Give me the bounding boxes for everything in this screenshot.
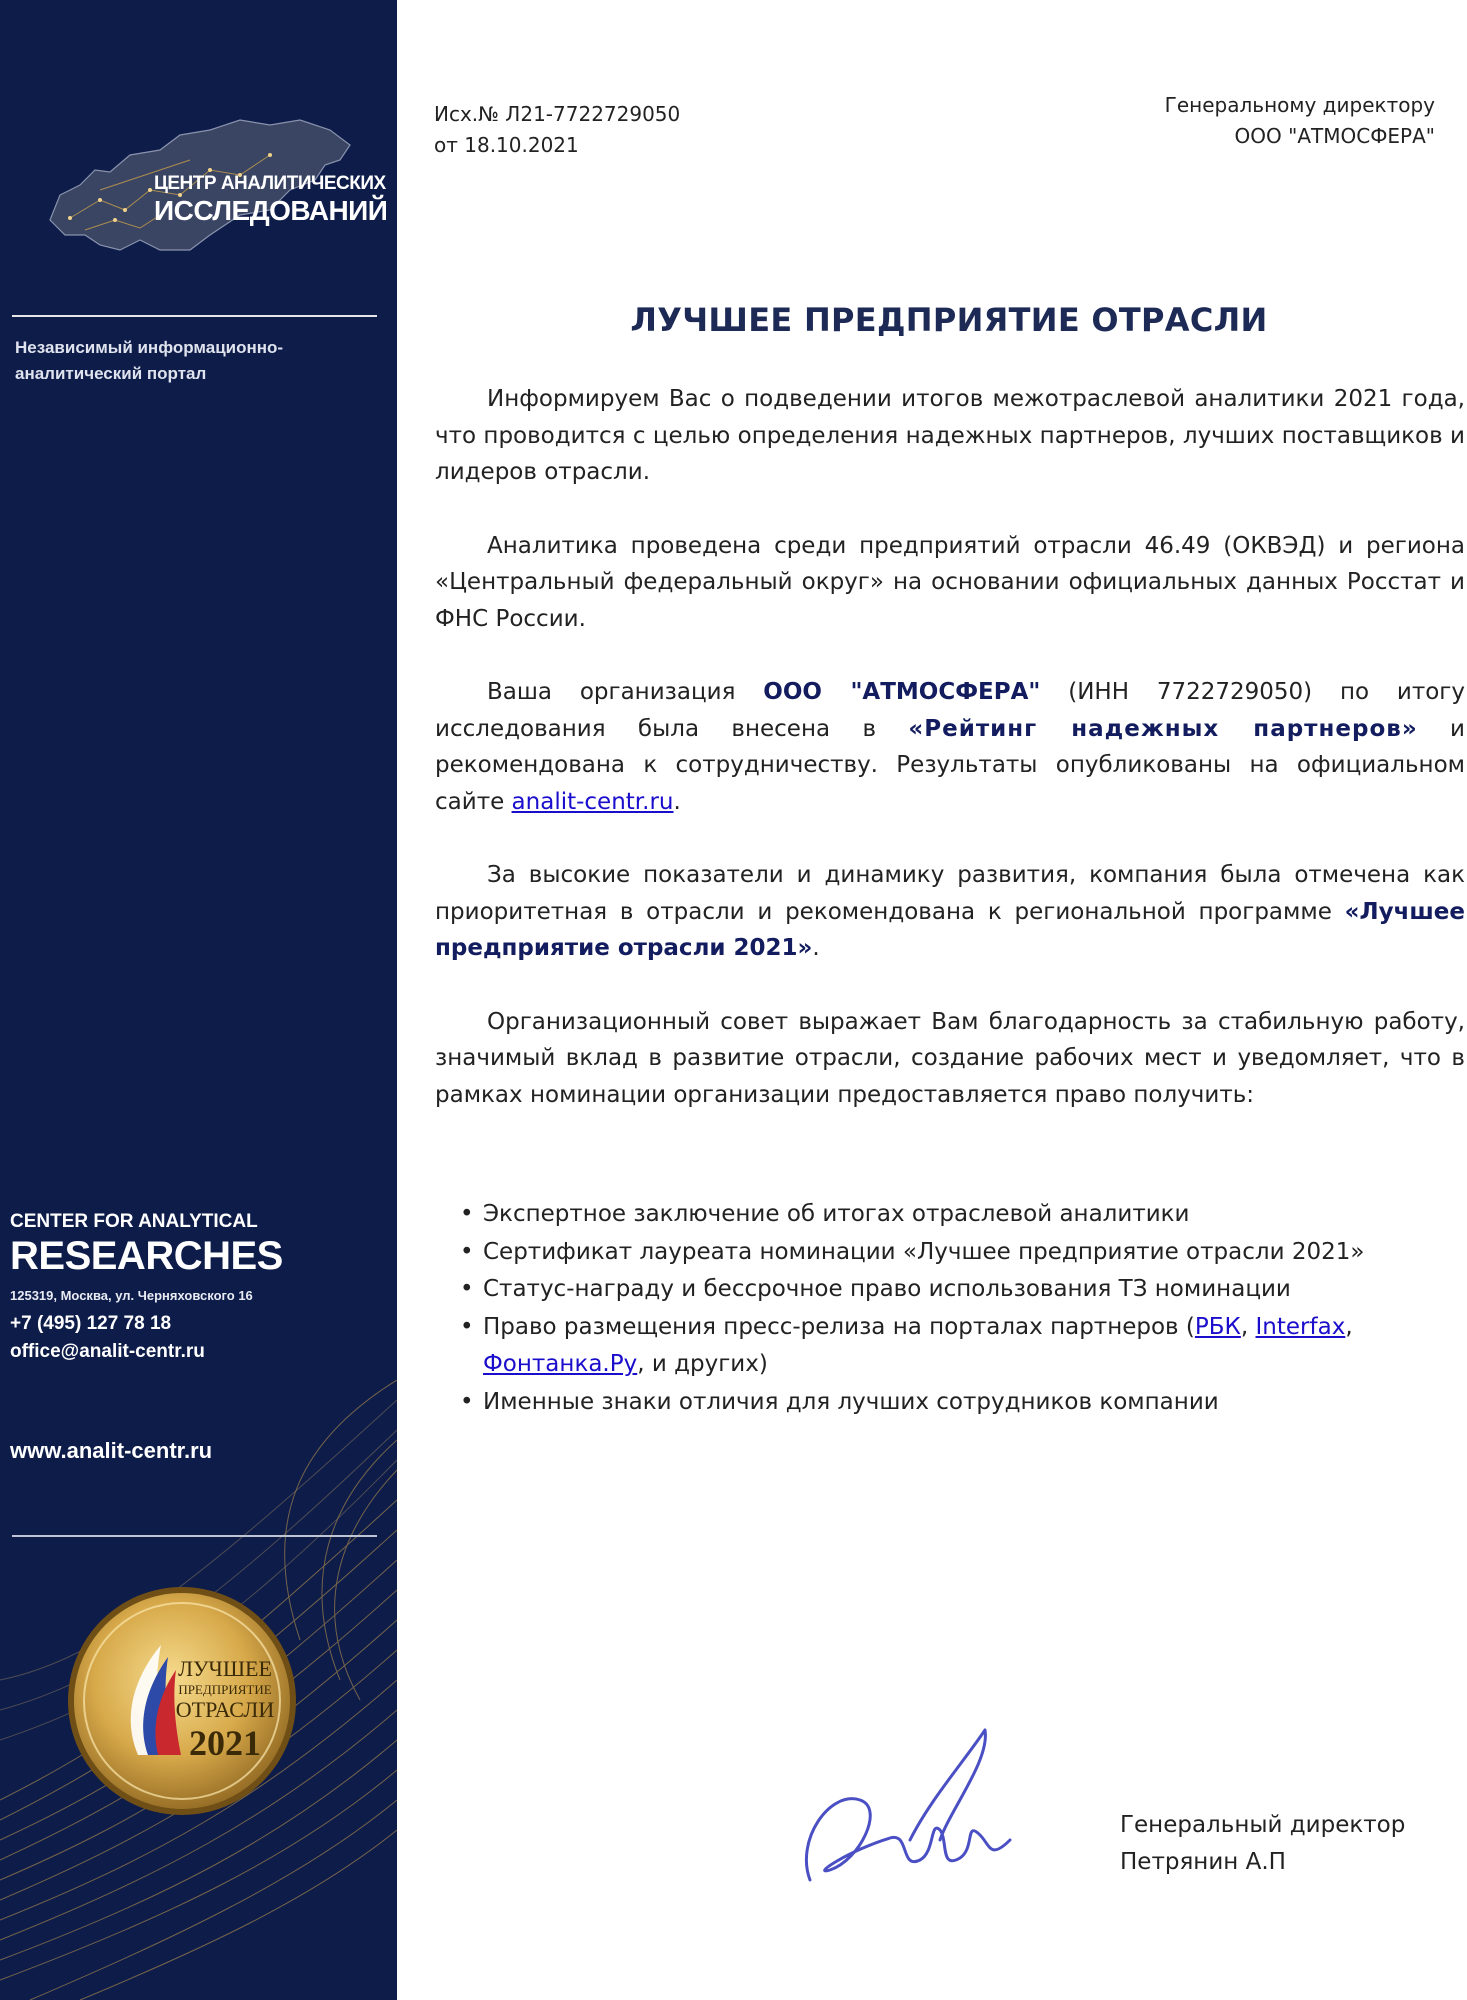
list-item-text: Экспертное заключение об итогах отраслевой аналитики: [483, 1201, 1190, 1227]
addressee-line-2: ООО "АТМОСФЕРА": [1234, 124, 1435, 148]
list-item-text-tail: , и других): [637, 1351, 768, 1377]
phone: +7 (495) 127 78 18: [10, 1313, 172, 1334]
org-name-en-line-1: CENTER FOR ANALYTICAL: [10, 1211, 258, 1232]
p4-text-a: За высокие показатели и динамику развития, компания была отмечена как приоритетная в отрасли и рекомендована к региональной программе: [435, 862, 1465, 925]
org-name-en-line-2: RESEARCHES: [10, 1234, 283, 1278]
address: 125319, Москва, ул. Черняховского 16: [10, 1288, 253, 1303]
separator: ,: [1240, 1313, 1256, 1340]
center-logo-text: [154, 174, 387, 225]
logo-line-1: ЦЕНТР АНАЛИТИЧЕСКИХ: [154, 173, 386, 194]
organization-name: ООО "АТМОСФЕРА": [763, 679, 1041, 705]
rbc-link[interactable]: РБК: [1194, 1313, 1241, 1340]
medal-text: [165, 1658, 285, 1761]
p3-text-c: и рекомендована к сотрудничеству. Результаты опубликованы на официальном сайте: [435, 715, 1466, 815]
p3-text-d: .: [673, 788, 681, 815]
interfax-link[interactable]: Interfax: [1255, 1313, 1346, 1340]
sidebar: [0, 0, 397, 2000]
sidebar-divider: [12, 315, 377, 317]
list-item: [445, 1271, 1465, 1309]
signer-position: Генеральный директор: [1120, 1812, 1406, 1838]
document-title: ЛУЧШЕЕ ПРЕДПРИЯТИЕ ОТРАСЛИ: [630, 301, 1268, 339]
paragraph-4: [435, 857, 1465, 967]
rating-name: «Рейтинг надежных партнеров»: [908, 715, 1418, 742]
list-item-text: Сертификат лауреата номинации «Лучшее предприятие отрасли 2021»: [483, 1238, 1365, 1265]
paragraph-2: Аналитика проведена среди предприятий отрасли 46.49 (ОКВЭД) и региона «Центральный федеральный округ» на основании официальных данных Росстат и ФНС России.: [435, 532, 1465, 632]
portal-desc-line-2: аналитический портал: [15, 364, 207, 383]
letter-body: [435, 381, 1465, 1150]
program-name: «Лучшее предприятие отрасли 2021»: [435, 898, 1465, 961]
list-item-text: Право размещения пресс-релиза на порталах партнеров (: [483, 1313, 1195, 1340]
outgoing-number: Исх.№ Л21-7722729050: [434, 102, 681, 126]
outgoing-reference: [434, 99, 680, 161]
email: office@analit-centr.ru: [10, 1341, 205, 1362]
bullet-icon: •: [460, 1388, 474, 1415]
medal-year: 2021: [189, 1723, 261, 1763]
outgoing-date: от 18.10.2021: [434, 133, 579, 157]
portal-desc-line-1: Независимый информационно-: [15, 338, 284, 357]
website-url: www.analit-centr.ru: [10, 1438, 213, 1463]
contact-block: [10, 1210, 283, 1366]
p3-text-b: (ИНН 7722729050) по итогу исследования была внесена в: [435, 679, 1466, 742]
paragraph-1: Информируем Вас о подведении итогов межотраслевой аналитики 2021 года, что проводится с целью определения надежных партнеров, лучших поставщиков и лидеров отрасли.: [435, 386, 1465, 485]
p3-text-a: Ваша организация: [487, 679, 764, 705]
signer-name: Петрянин А.П: [1120, 1849, 1286, 1875]
list-item: [445, 1384, 1465, 1422]
list-item: [445, 1196, 1465, 1234]
addressee-line-1: Генеральному директору: [1164, 93, 1435, 117]
p4-text-b: .: [812, 935, 820, 961]
handwritten-signature: [790, 1720, 1060, 1910]
bullet-icon: •: [460, 1201, 474, 1227]
separator: ,: [1345, 1313, 1353, 1340]
medal-line-1: ЛУЧШЕЕ: [178, 1656, 272, 1681]
signer-block: [1120, 1807, 1405, 1881]
bullet-icon: •: [460, 1238, 474, 1265]
list-item: [445, 1234, 1465, 1272]
bullet-icon: •: [460, 1313, 474, 1340]
list-item: [445, 1309, 1465, 1384]
analit-centr-link[interactable]: analit-centr.ru: [511, 788, 674, 815]
logo-line-2: ИССЛЕДОВАНИЙ: [154, 195, 388, 226]
bullet-icon: •: [460, 1276, 474, 1302]
paragraph-5: Организационный совет выражает Вам благодарность за стабильную работу, значимый вклад в развитие отрасли, создание рабочих мест и уведомляет, что в рамках номинации организации предоставляется право получить:: [435, 1008, 1465, 1108]
medal-line-2: ПРЕДПРИЯТИЕ: [178, 1682, 272, 1697]
paragraph-3: [435, 674, 1465, 820]
list-item-text: Статус-награду и бессрочное право использования ТЗ номинации: [483, 1276, 1291, 1302]
fontanka-link[interactable]: Фонтанка.Ру: [483, 1351, 638, 1377]
list-item-text: Именные знаки отличия для лучших сотрудников компании: [483, 1388, 1219, 1415]
rights-list: [445, 1196, 1465, 1421]
medal-line-3: ОТРАСЛИ: [175, 1697, 275, 1722]
sidebar-divider-lower: [12, 1535, 377, 1537]
portal-description: [15, 335, 355, 387]
